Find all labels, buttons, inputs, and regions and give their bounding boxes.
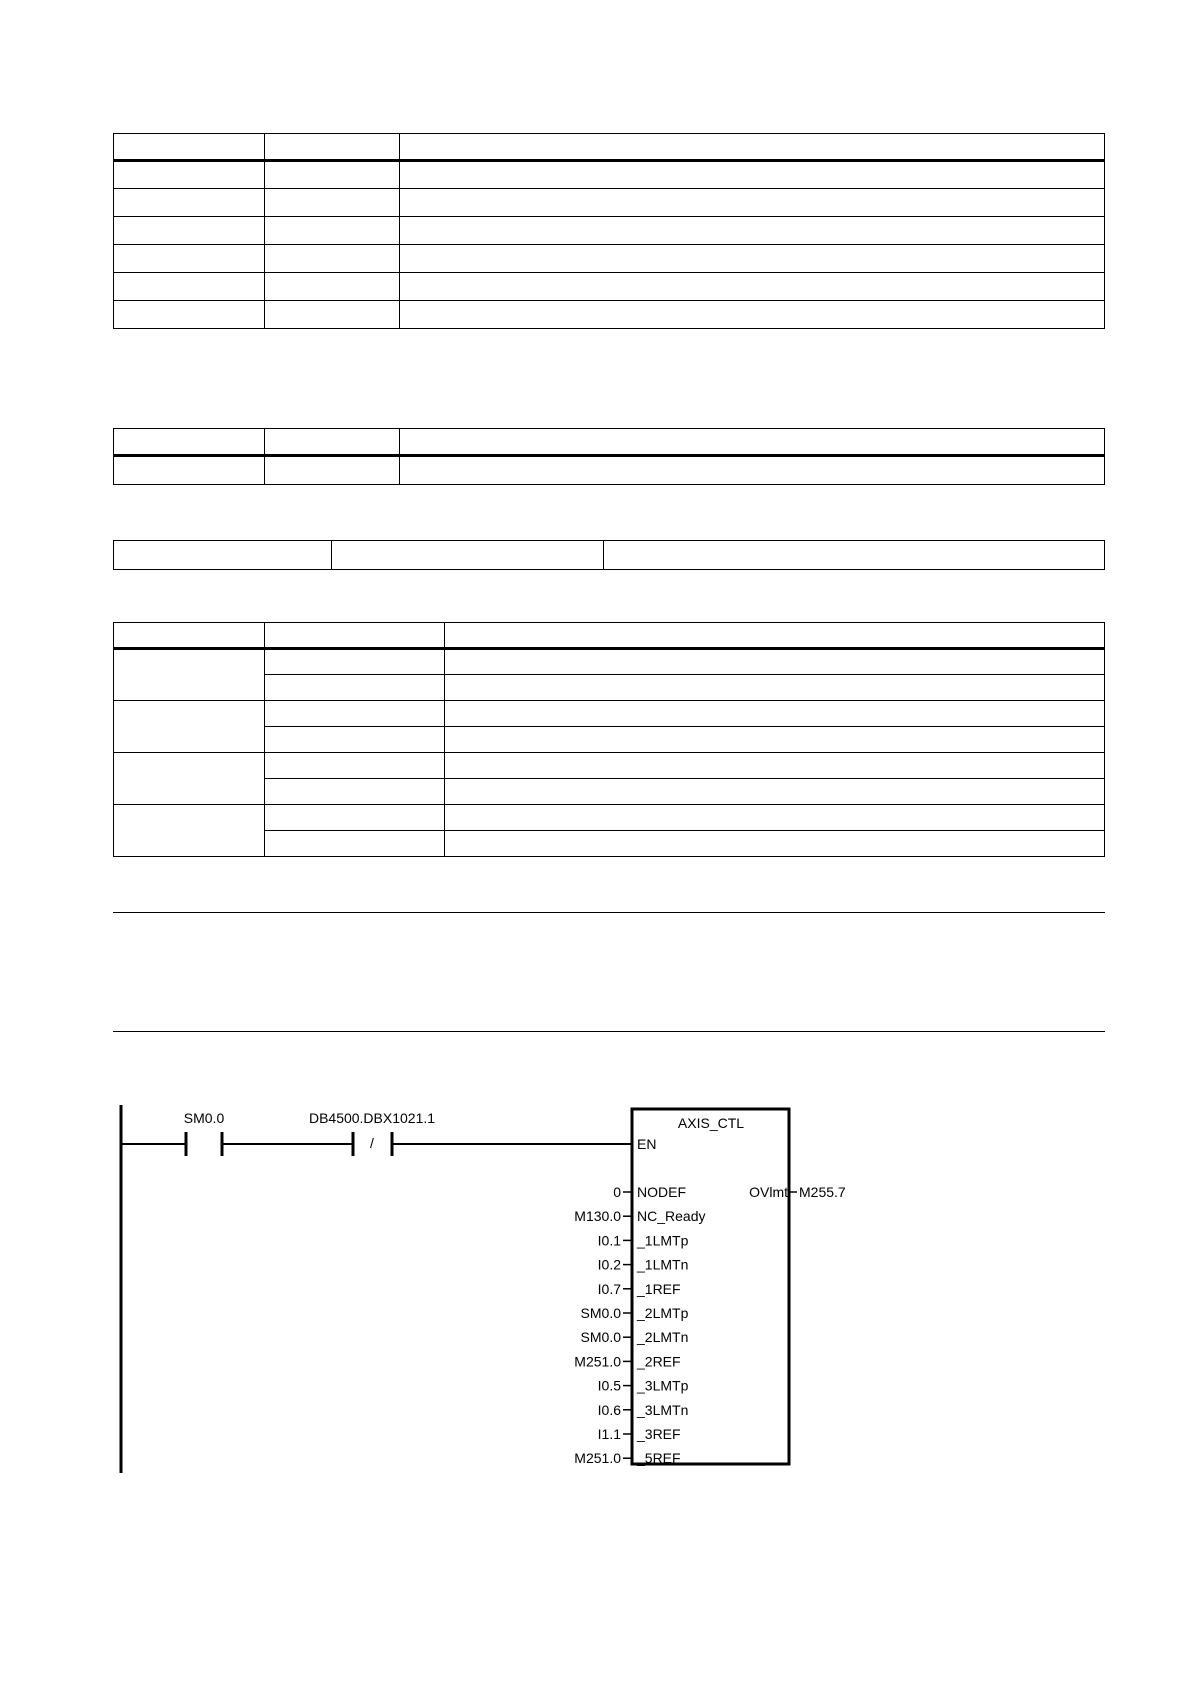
- table-row: [114, 541, 1105, 570]
- input-operand: I0.7: [597, 1280, 621, 1297]
- table-2: [113, 428, 1105, 485]
- table-row: [114, 273, 1105, 301]
- function-block-title: AXIS_CTL: [677, 1115, 745, 1131]
- input-operand: SM0.0: [580, 1329, 621, 1346]
- input-pin-label: _1LMTn: [637, 1256, 689, 1273]
- input-pin-label: _3REF: [637, 1426, 681, 1442]
- input-operand: I1.1: [597, 1426, 621, 1442]
- output-operand: M255.7: [799, 1184, 846, 1200]
- contact-2-label: DB4500.DBX1021.1: [308, 1110, 436, 1126]
- ladder-diagram: [0, 1080, 1191, 1500]
- negation-mark: /: [370, 1135, 374, 1151]
- input-operand: I0.2: [597, 1256, 621, 1273]
- input-pin-label: _3LMTp: [637, 1377, 689, 1394]
- pin-en: EN: [637, 1136, 657, 1152]
- input-operand: I0.5: [597, 1377, 621, 1394]
- table-1: [113, 133, 1105, 329]
- table-2-header-row: [114, 429, 1105, 456]
- table-4-header-row: [114, 623, 1105, 649]
- contact-1-label: SM0.0: [183, 1110, 225, 1126]
- note-rule-bottom: [113, 1031, 1105, 1032]
- input-pin-label: _2LMTn: [637, 1329, 689, 1346]
- input-pin-label: _5REF: [637, 1450, 681, 1467]
- input-operand: 0: [613, 1184, 621, 1200]
- input-operand: SM0.0: [580, 1305, 621, 1321]
- table-row: [114, 245, 1105, 273]
- contact-no: [186, 1132, 222, 1156]
- table-row: [114, 217, 1105, 245]
- table-3: [113, 540, 1105, 570]
- input-pin-label: _1REF: [637, 1280, 681, 1297]
- input-operand: I0.6: [597, 1401, 621, 1418]
- input-operand: M130.0: [574, 1208, 621, 1225]
- note-rule-top: [113, 912, 1105, 913]
- input-pin-label: _2REF: [637, 1353, 681, 1370]
- pin-output: OVlmt: [749, 1184, 788, 1200]
- table-row: [114, 161, 1105, 189]
- table-row: [114, 701, 1105, 727]
- input-pin-label: _3LMTn: [637, 1401, 689, 1418]
- input-operand: M251.0: [574, 1450, 621, 1467]
- input-pin-label: NC_Ready: [637, 1208, 706, 1225]
- input-pin-label: NODEF: [637, 1184, 686, 1200]
- input-operand: I0.1: [597, 1232, 621, 1249]
- input-pin-label: _1LMTp: [637, 1232, 689, 1249]
- table-row: [114, 301, 1105, 329]
- input-pin-label: _2LMTp: [637, 1305, 689, 1321]
- input-operand: M251.0: [574, 1353, 621, 1370]
- table-1-header-row: [114, 134, 1105, 161]
- table-row: [114, 189, 1105, 217]
- table-row: [114, 649, 1105, 675]
- table-row: [114, 456, 1105, 485]
- table-row: [114, 805, 1105, 831]
- table-row: [114, 753, 1105, 779]
- table-4: [113, 622, 1105, 857]
